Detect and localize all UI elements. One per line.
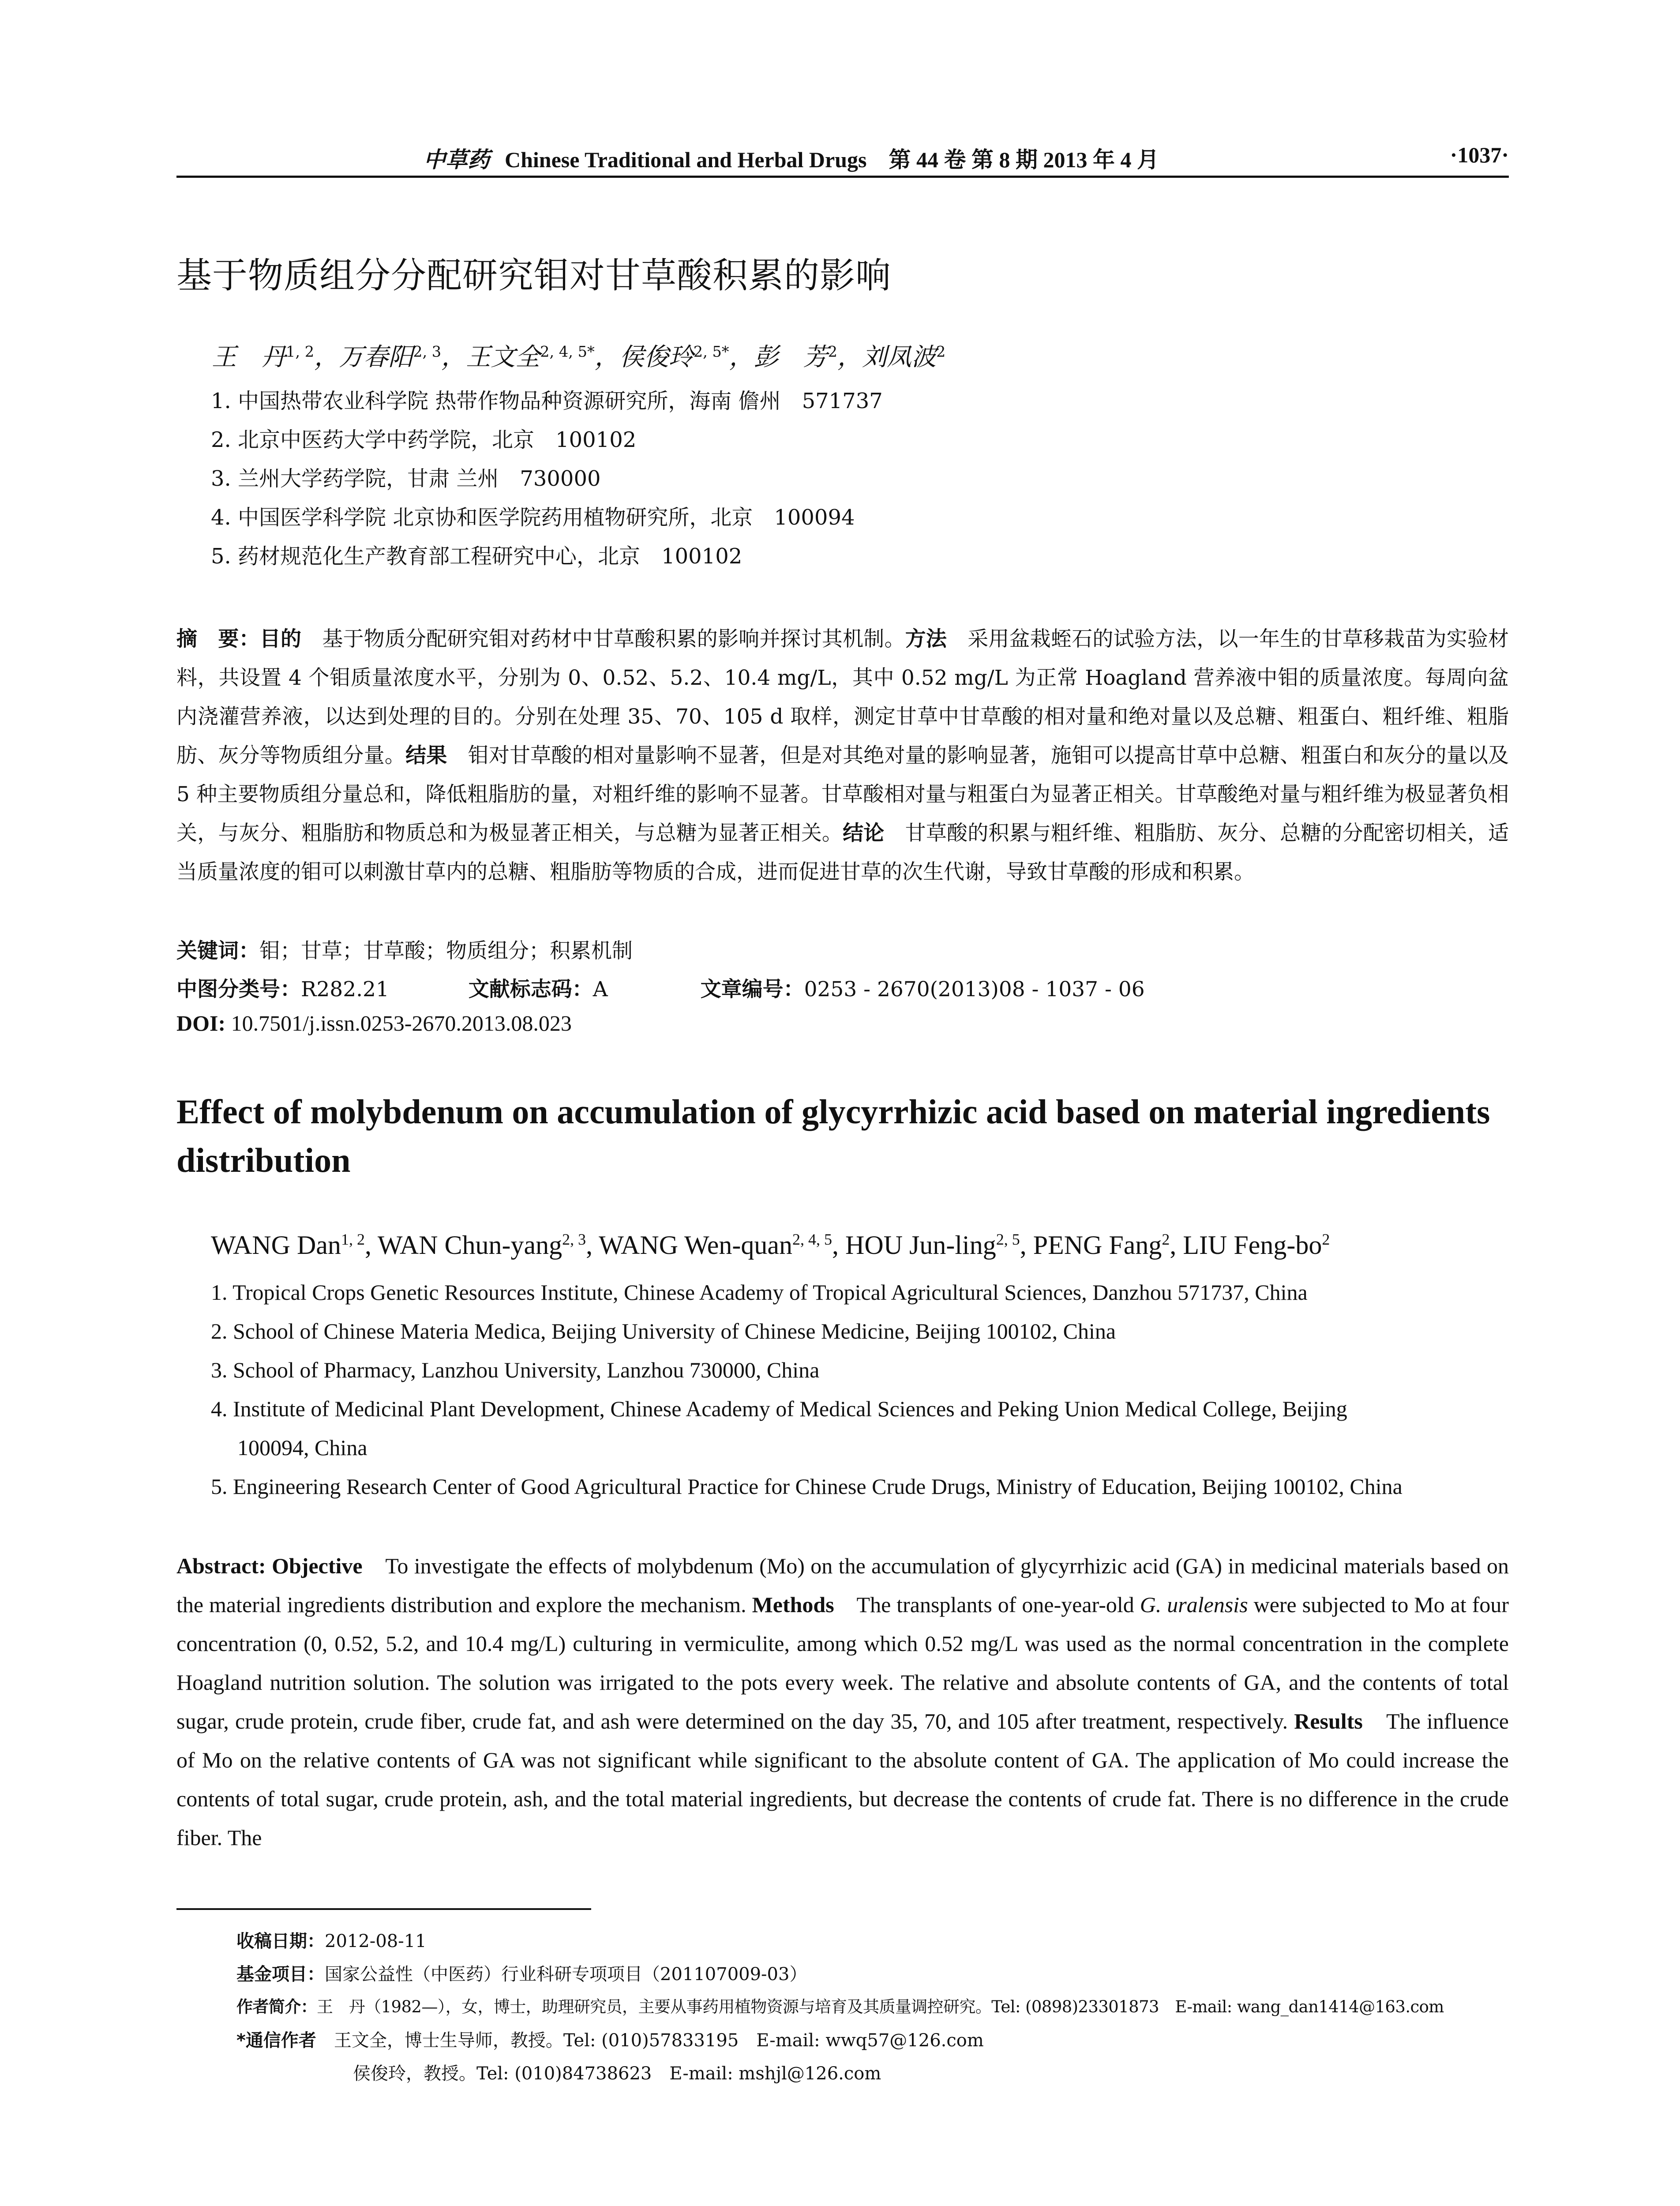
author-bio-text: 王 丹（1982—），女，博士，助理研究员，主要从事药用植物资源与培育及其质量调控研究。Tel: (0898)23301873 E-mail: wang_dan1414@163.com [317, 1997, 1444, 2016]
zh-author-sep: ， [314, 343, 339, 371]
en-author-sup: 2, 3 [562, 1231, 586, 1248]
zh-author-sup: 2, 4, 5* [540, 343, 595, 360]
zh-authors [212, 338, 945, 373]
zh-author-sup: 2 [828, 343, 837, 360]
zh-author-name: 侯俊玲 [619, 343, 694, 371]
zh-author-sep: ， [837, 343, 862, 371]
en-affiliation: 1. Tropical Crops Genetic Resources Institute, Chinese Academy of Tropical Agricultural Sciences, Danzhou 571737, China [211, 1280, 1308, 1305]
zh-author-name: 王文全 [466, 343, 540, 371]
species-name: G. uralensis [1140, 1592, 1248, 1617]
en-results-label: Results [1294, 1709, 1363, 1733]
journal-mark: 中草药 [424, 146, 490, 173]
zh-affiliation: 4. 中国医学科学院 北京协和医学院药用植物研究所，北京 100094 [211, 505, 855, 530]
zh-author-name: 王 丹 [212, 343, 286, 371]
footnote-correspondence [236, 2026, 984, 2052]
en-methods-text: were subjected to Mo at four concentration (0, 0.52, 5.2, and 10.4 mg/L) culturing in vermiculite, among which 0.52 mg/L was used as the normal concentration in the complete Hoagland nutrition solution. The solution was irrigated to the pots every week. The relative and absolute contents of GA, and the contents of total sugar, crude protein, crude fiber, crude fat, and ash were determined on the day 35, 70, and 105 after treatment, respectively. [176, 1592, 1509, 1733]
corr-author-2: 侯俊玲，教授。Tel: (010)84738623 E-mail: mshjl@126.com [353, 2063, 881, 2084]
zh-results-text: 钼对甘草酸的相对量影响不显著，但是对其绝对量的影响显著，施钼可以提高甘草中总糖、粗蛋白和灰分的量以及 5 种主要物质组分量总和，降低粗脂肪的量，对粗纤维的影响不显著。甘草酸相对量与粗蛋白为显著正相关。甘草酸绝对量与粗纤维为极显著负相关，与灰分、粗脂肪和物质总和为极显著正相关，与总糖为显著正相关。 [176, 743, 1509, 845]
zh-abstract [176, 620, 1509, 892]
en-author-sep: , [586, 1231, 599, 1260]
received-label: 收稿日期： [236, 1931, 325, 1951]
fund-text: 国家公益性（中医药）行业科研专项项目（201107009-03） [325, 1964, 807, 1985]
doi-line [176, 1010, 572, 1036]
zh-author-name: 万春阳 [339, 343, 413, 371]
keywords-text: 钼；甘草；甘草酸；物质组分；积累机制 [259, 939, 633, 963]
en-authors [211, 1230, 1330, 1261]
en-author-name: HOU Jun-ling [845, 1231, 996, 1260]
en-affiliation: 4. Institute of Medicinal Plant Development, Chinese Academy of Medical Sciences and Peking Union Medical College, Beijing [211, 1396, 1347, 1421]
clc-label: 中图分类号： [176, 977, 301, 1002]
en-methods-text: The transplants of one-year-old [834, 1592, 1140, 1617]
zh-author-sup: 2 [936, 343, 946, 360]
en-author-sup: 1, 2 [341, 1231, 365, 1248]
classification-line [176, 973, 1145, 1002]
en-author-sup: 2 [1162, 1231, 1170, 1248]
footnote-author [236, 1993, 1444, 2017]
en-title: Effect of molybdenum on accumulation of glycyrrhizic acid based on material ingredients distribution [176, 1092, 1490, 1179]
zh-methods-label: 方法 [905, 627, 947, 651]
clc-value: R282.21 [301, 977, 389, 1002]
zh-author-name: 刘凤波 [862, 343, 936, 371]
keywords-label: 关键词： [176, 939, 259, 963]
en-author-name: WANG Wen-quan [599, 1231, 793, 1260]
en-objective-label: Abstract: Objective [176, 1553, 363, 1578]
zh-author-sup: 2, 3 [413, 343, 442, 360]
en-affiliation: 5. Engineering Research Center of Good Agricultural Practice for Chinese Crude Drugs, Ministry of Education, Beijing 100102, China [211, 1474, 1402, 1499]
en-author-sup: 2, 5 [996, 1231, 1020, 1248]
en-author-name: PENG Fang [1033, 1231, 1162, 1260]
en-affiliation: 100094, China [237, 1435, 368, 1460]
zh-author-sup: 2, 5* [693, 343, 729, 360]
journal-info: Chinese Traditional and Herbal Drugs 第 44 卷 第 8 期 2013 年 4 月 [505, 147, 1159, 172]
en-abstract [176, 1546, 1509, 1857]
article-no-value: 0253 - 2670(2013)08 - 1037 - 06 [804, 977, 1145, 1002]
zh-objective-text: 基于物质分配研究钼对药材中甘草酸积累的影响并探讨其机制。 [301, 627, 905, 651]
zh-methods-text: 采用盆栽蛭石的试验方法，以一年生的甘草移栽苗为实验材料，共设置 4 个钼质量浓度水平，分别为 0、0.52、5.2、10.4 mg/L，其中 0.52 mg/L 为正常 Hoagland 营养液中钼的质量浓度。每周向盆内浇灌营养液，以达到处理的目的。分别在处理 35、70、105 d 取样，测定甘草中甘草酸的相对量和绝对量以及总糖、粗蛋白、粗纤维、粗脂肪、灰分等物质组分量。 [176, 627, 1509, 768]
corr-author-1: 王文全，博士生导师，教授。Tel: (010)57833195 E-mail: wwq57@126.com [316, 2030, 984, 2051]
running-header [176, 142, 1509, 174]
en-methods-label: Methods [752, 1592, 834, 1617]
en-author-name: WANG Dan [211, 1231, 341, 1260]
en-author-name: LIU Feng-bo [1183, 1231, 1322, 1260]
zh-affiliation: 3. 兰州大学药学院，甘肃 兰州 730000 [211, 466, 601, 491]
en-objective-text: To investigate the effects of molybdenum (Mo) on the accumulation of glycyrrhizic acid (GA) in medicinal materials based on the material ingredients distribution and explore the mechanism. [176, 1553, 1509, 1617]
author-bio-label: 作者简介： [236, 1997, 317, 2016]
en-author-sep: , [1020, 1231, 1033, 1260]
zh-objective-label: 目的 [259, 627, 302, 651]
page-number: ·1037· [1450, 143, 1509, 167]
fund-label: 基金项目： [236, 1964, 325, 1985]
zh-abstract-label: 摘 要： [176, 627, 260, 651]
doc-code-label: 文献标志码： [468, 977, 593, 1002]
en-author-sep: , [1170, 1231, 1183, 1260]
zh-author-sep: ， [594, 343, 619, 371]
doi-value: 10.7501/j.issn.0253-2670.2013.08.023 [225, 1011, 572, 1035]
zh-conclusion-label: 结论 [843, 821, 885, 845]
en-author-sep: , [364, 1231, 378, 1260]
zh-author-name: 彭 芳 [754, 343, 828, 371]
doc-code-value: A [592, 977, 608, 1002]
zh-affiliation: 1. 中国热带农业科学院 热带作物品种资源研究所，海南 儋州 571737 [211, 389, 883, 413]
corr-label: *通信作者 [236, 2030, 316, 2051]
zh-conclusion-text: 甘草酸的积累与粗纤维、粗脂肪、灰分、总糖的分配密切相关，适当质量浓度的钼可以刺激甘草内的总糖、粗脂肪等物质的合成，进而促进甘草的次生代谢，导致甘草酸的形成和积累。 [176, 821, 1509, 884]
footnote-fund [236, 1960, 807, 1985]
doi-label: DOI: [176, 1011, 226, 1035]
zh-author-sep: ， [441, 343, 466, 371]
received-date: 2012-08-11 [325, 1931, 427, 1951]
en-affiliation: 3. School of Pharmacy, Lanzhou University, Lanzhou 730000, China [211, 1358, 820, 1382]
zh-keywords [176, 934, 633, 964]
zh-affiliation: 2. 北京中医药大学中药学院，北京 100102 [211, 428, 637, 452]
en-results-text: The influence of Mo on the relative contents of GA was not significant while significant to the absolute content of GA. The application of Mo could increase the contents of total sugar, crude protein, ash, and the total material ingredients, but decrease the contents of crude fat. There is no difference in the crude fiber. The [176, 1709, 1509, 1850]
en-author-name: WAN Chun-yang [377, 1231, 562, 1260]
header-rule [176, 176, 1509, 178]
footnote-received [236, 1927, 427, 1952]
journal-header [424, 142, 1159, 174]
zh-affiliation: 5. 药材规范化生产教育部工程研究中心，北京 100102 [211, 544, 742, 569]
footnote-rule [176, 1908, 591, 1910]
en-author-sup: 2, 4, 5 [792, 1231, 832, 1248]
zh-title: 基于物质组分分配研究钼对甘草酸积累的影响 [176, 255, 891, 296]
article-no-label: 文章编号： [700, 977, 804, 1002]
zh-results-label: 结果 [405, 743, 447, 768]
en-author-sep: , [832, 1231, 846, 1260]
zh-author-sep: ， [729, 343, 754, 371]
zh-author-sup: 1, 2 [286, 343, 315, 360]
en-affiliation: 2. School of Chinese Materia Medica, Beijing University of Chinese Medicine, Beijing 100102, China [211, 1319, 1116, 1343]
en-author-sup: 2 [1322, 1231, 1330, 1248]
